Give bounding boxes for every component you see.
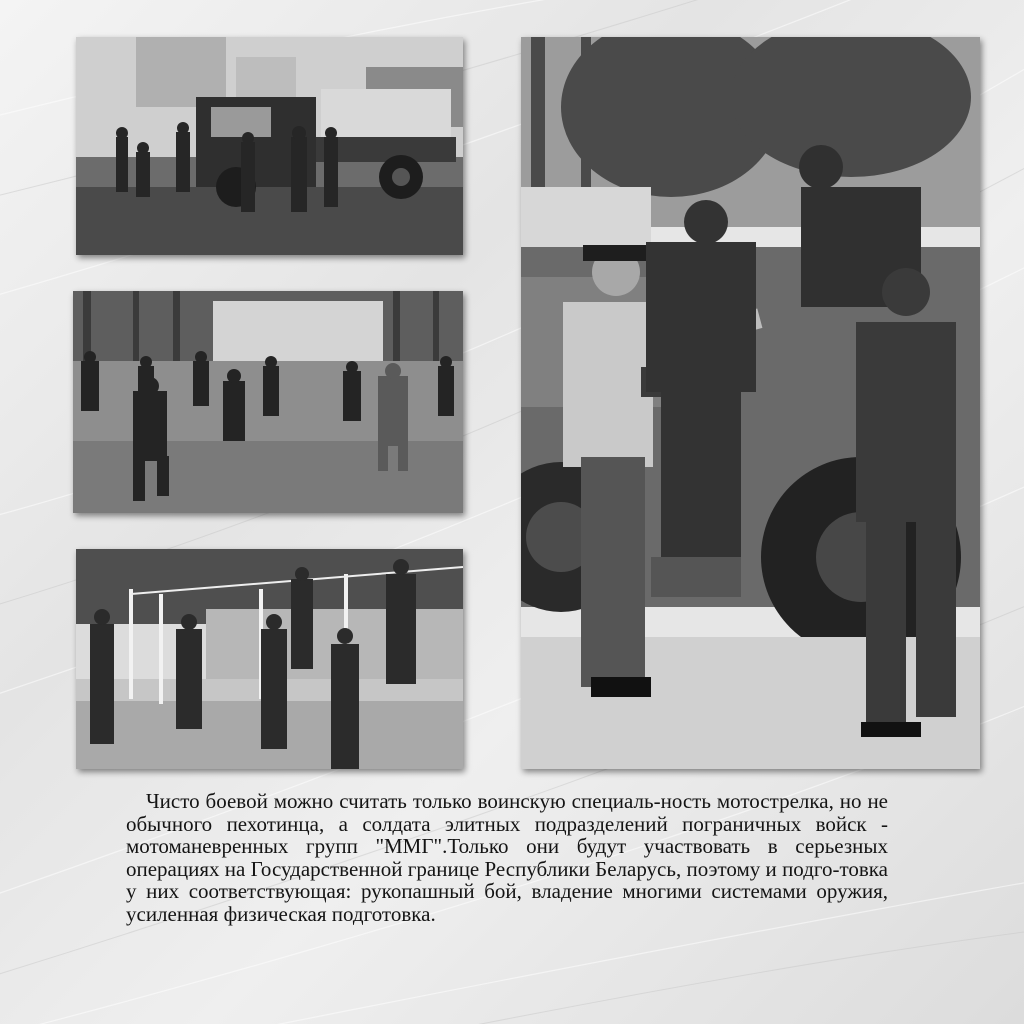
photo-pull-up-bars — [76, 549, 463, 769]
caption-text: Чисто боевой можно считать только воинскую специаль-ность мотострелка, но не обычного пехотинца, а солдата элитных подразделений пограничных войск - мотоманевренных групп "ММГ".Только они будут участвовать в серьезных операциях на Государственной границе Республики Беларусь, поэтому и подго-товка у них соответствующая: рукопашный бой, владение многими системами оружия, усиленная физическая подготовка. — [126, 789, 888, 926]
photo-combat-drill — [73, 291, 463, 513]
photo-armored-vehicle-lesson — [521, 37, 980, 769]
photo-truck-training — [76, 37, 463, 255]
